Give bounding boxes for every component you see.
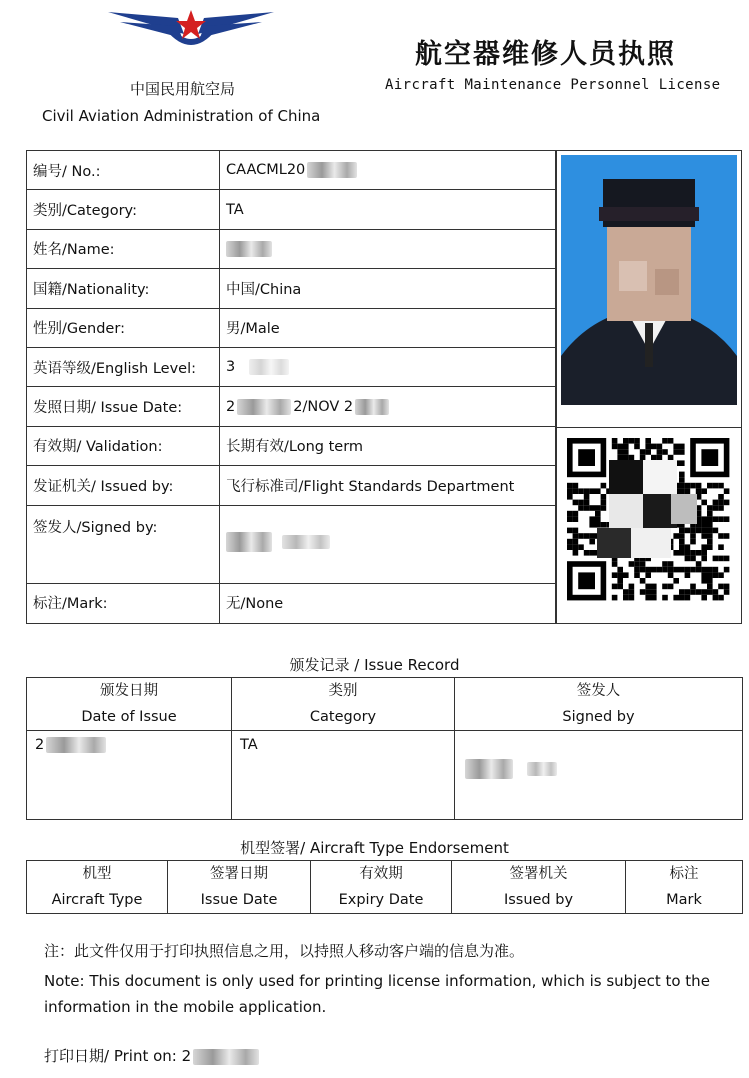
field-value: CAACML20: [220, 151, 556, 190]
qr-code-icon: [557, 428, 741, 622]
signature-mask: [465, 759, 513, 779]
issue-record-table: [26, 677, 743, 820]
header-issued-by: 签署机关 Issued by: [452, 861, 626, 914]
field-label: 编号/ No.:: [27, 151, 220, 190]
field-value: 长期有效/Long term: [220, 426, 556, 465]
note-cn: 注：此文件仅用于打印执照信息之用，以持照人移动客户端的信息为准。: [44, 942, 525, 960]
field-value: 无/None: [220, 583, 556, 623]
field-label: 发证机关/ Issued by:: [27, 466, 220, 505]
field-row-nationality: [27, 269, 556, 308]
endorsement-title: 机型签署/ Aircraft Type Endorsement: [240, 839, 509, 857]
header-expiry-date: 有效期 Expiry Date: [311, 861, 452, 914]
license-title-cn: 航空器维修人员执照: [415, 39, 676, 70]
caac-emblem-icon: [108, 8, 274, 54]
redaction-mask: [226, 241, 272, 257]
org-name-cn: 中国民用航空局: [130, 80, 236, 98]
header-mark: 标注 Mark: [626, 861, 743, 914]
field-value: 3: [220, 347, 556, 386]
field-value: [220, 229, 556, 268]
issue-record-title: 颁发记录 / Issue Record: [289, 656, 460, 674]
redaction-mask: [46, 737, 106, 753]
field-row-issued-by: [27, 466, 556, 505]
field-label: 国籍/Nationality:: [27, 269, 220, 308]
field-value: 2 2/NOV 2: [220, 387, 556, 426]
endorsement-table: [26, 860, 743, 914]
redaction-mask: [237, 399, 291, 415]
redaction-mask: [193, 1049, 259, 1065]
org-name-en: Civil Aviation Administration of China: [42, 107, 321, 125]
field-row-category: [27, 190, 556, 229]
field-row-gender: [27, 308, 556, 347]
header-category: 类别 Category: [232, 678, 455, 731]
field-value: [220, 505, 556, 583]
redaction-mask: [307, 162, 357, 178]
field-value: 中国/China: [220, 269, 556, 308]
table-row: [27, 731, 743, 820]
redaction-mask: [355, 399, 389, 415]
field-row-no: [27, 151, 556, 190]
field-row-issue-date: [27, 387, 556, 426]
field-label: 发照日期/ Issue Date:: [27, 387, 220, 426]
license-info-table: [26, 150, 556, 624]
field-label: 姓名/Name:: [27, 229, 220, 268]
header-aircraft-type: 机型 Aircraft Type: [27, 861, 168, 914]
field-value: 男/Male: [220, 308, 556, 347]
header-signed-by: 签发人 Signed by: [455, 678, 743, 731]
field-label: 性别/Gender:: [27, 308, 220, 347]
signature-mask: [226, 532, 272, 552]
field-row-validation: [27, 426, 556, 465]
field-row-english-level: [27, 347, 556, 386]
record-date: 2: [27, 731, 232, 820]
field-row-mark: [27, 583, 556, 623]
field-value: TA: [220, 190, 556, 229]
note-en: Note: This document is only used for printing license information, which is subject to the information in the mobile application.: [44, 972, 710, 1016]
portrait-image: [557, 151, 741, 427]
field-row-name: [27, 229, 556, 268]
field-label: 标注/Mark:: [27, 583, 220, 623]
holder-photo: [556, 150, 742, 428]
record-signed-by: [455, 731, 743, 820]
record-category: TA: [232, 731, 455, 820]
print-date: 打印日期/ Print on: 2: [44, 1045, 259, 1066]
redaction-mask: [249, 359, 289, 375]
qr-code-panel: [556, 428, 742, 624]
field-label: 英语等级/English Level:: [27, 347, 220, 386]
header-date-of-issue: 颁发日期 Date of Issue: [27, 678, 232, 731]
field-label: 类别/Category:: [27, 190, 220, 229]
field-row-signed-by: [27, 505, 556, 583]
field-label: 签发人/Signed by:: [27, 505, 220, 583]
field-label: 有效期/ Validation:: [27, 426, 220, 465]
license-title-en: Aircraft Maintenance Personnel License: [385, 77, 721, 93]
signature-mask: [282, 535, 330, 549]
signature-mask: [527, 762, 557, 776]
header-issue-date: 签署日期 Issue Date: [168, 861, 311, 914]
field-value: 飞行标准司/Flight Standards Department: [220, 466, 556, 505]
